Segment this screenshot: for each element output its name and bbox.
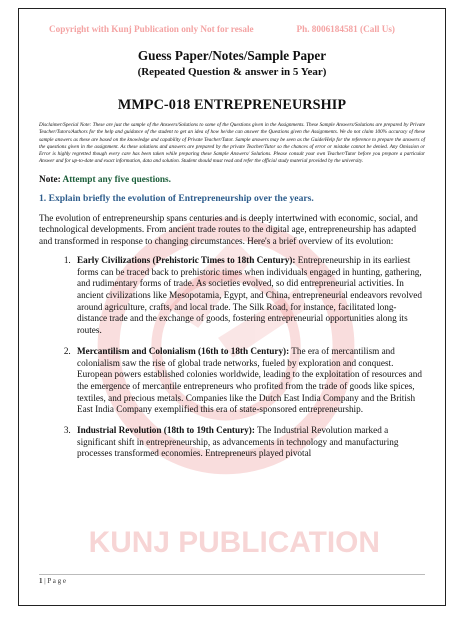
page-number: 1 [39,577,43,585]
disclaimer-text: Disclaimer/Special Note: These are just the sample of the Answers/Solutions to some of the Questions given in the Assignments. These Sample Answers/Solutions are prepared by Private Teacher/Tutors/Authors for the help and guidance of the student to get an idea of how he/she can answer the Questions given the Assignments. We do not claim 100% accuracy of these sample answers as these are based on the knowledge and capability of Private Teacher/Tutor. Sample answers may be seen as the Guide/Help for the reference to prepare the answers of the questions given in the assignment. As these solutions and answers are prepared by the private Teacher/Tutor so the chances of error or mistake cannot be denied. Any Omission or Error is highly regretted though every care has been taken while preparing these Sample Answers/ Solutions. Please consult your own Teacher/Tutor before you prepare a particular Answer and for up-to-date and exact information, data and solution. Student should must read and refer the official study material provided by the university. [39,122,425,165]
list-item-heading: Industrial Revolution (18th to 19th Century): [77,425,255,436]
document-subtitle: (Repeated Question & answer in 5 Year) [137,66,327,78]
copyright-text: Copyright with Kunj Publication only Not for resale [49,24,254,34]
document-page [18,8,446,606]
footer-divider [39,574,425,575]
instruction-note [39,175,425,185]
list-item [73,425,425,460]
note-text: Attempt any five questions. [62,174,171,185]
question-heading: 1. Explain briefly the evolution of Entrepreneurship over the years. [39,192,314,204]
evolution-list [39,255,425,460]
phone-text: Ph. 8006184581 (Call Us) [296,24,395,34]
list-item-text: The Industrial Revolution marked a significant shift in entrepreneurship, as advancements in technology and manufacturing processes transformed economies. Entrepreneurs played pivotal [77,425,399,459]
list-item-heading: Mercantilism and Colonialism (16th to 18th Century): [77,345,290,356]
list-item-heading: Early Civilizations (Prehistoric Times to 18th Century): [77,254,296,265]
document-title: Guess Paper/Notes/Sample Paper [137,48,327,63]
list-item-text: Entrepreneurship in its earliest forms can be traced back to prehistoric times when individuals engaged in hunting, gathering, and rudimentary forms of trade. As societies evolved, so did entrepreneurial activities. In ancient civilizations like Mesopotamia, Egypt, and China, entrepreneurial endeavors revolved around agriculture, crafts, and local trade. The Silk Road, for instance, facilitated long-distance trade and the exchange of goods, fostering entrepreneurial opportunities along its routes. [77,254,422,336]
note-label: Note: [39,174,61,185]
list-item [73,346,425,416]
list-item-text: The era of mercantilism and colonialism saw the rise of global trade networks, fueled by exploration and conquest. European powers established colonies worldwide, leading to the exploitation of resources and the emergence of mercantile entrepreneurs who profited from the trade of goods like spices, textiles, and precious metals. Companies like the Dutch East India Company and the British East India Company exemplified this era of state-sponsored entrepreneurship. [77,345,422,415]
page-label: | P a g e [44,577,66,585]
subject-heading: MMPC-018 ENTREPRENEURSHIP [117,97,347,113]
intro-paragraph: The evolution of entrepreneurship spans centuries and is deeply intertwined with economic, social, and technological developments. From ancient trade routes to the digital age, entrepreneurship has adapted and transformed in response to changing circumstances. Here's a brief overview of its evolution: [39,212,418,247]
svg-text:KUNJ PUBLICATION: KUNJ PUBLICATION [88,525,380,559]
page-footer [39,577,66,585]
list-item [73,255,425,337]
copyright-header [39,9,425,34]
